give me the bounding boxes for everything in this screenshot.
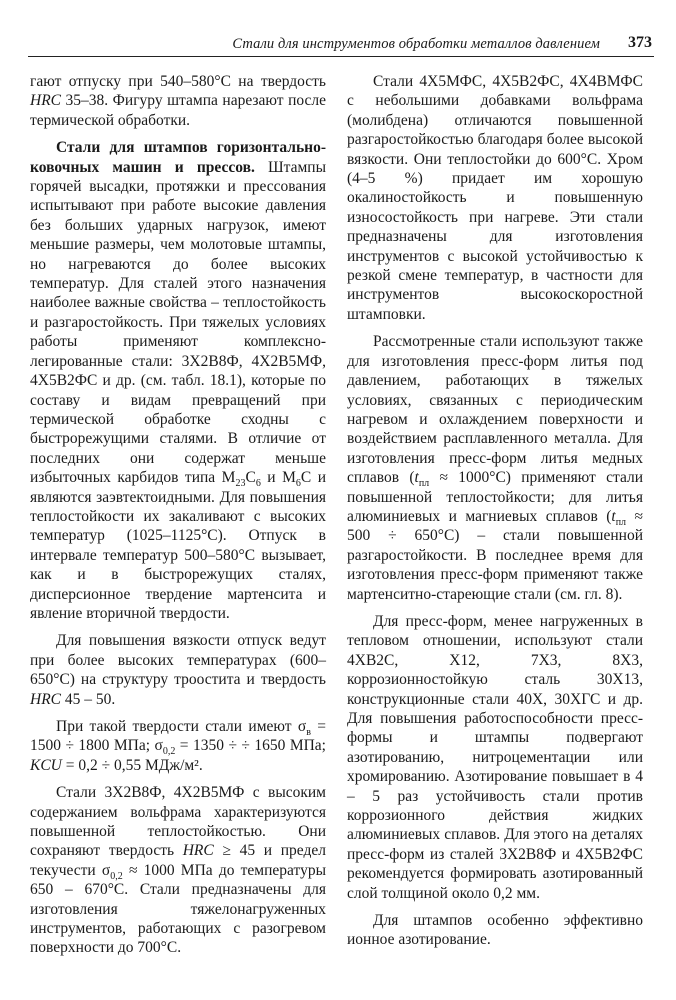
paragraph: Рассмотренные стали используют также для изготовления пресс-форм литья под давлением, работающих в тяжелых условиях, связанных с периодическим нагревом и охлаждением поверхности и воздействием расплавленного металла. Для изготовления пресс-форм литья медных сплавов $(t_{пл} \approx 1000^\circ C)$ применяют стали повышенной теплостойкости; для литья алюминиевых и магниевых сплавов $(t_{пл} \approx 500 \div 650^\circ C)$ – стали повышенной разгаростойкости. В последнее время для изготовления пресс-форм применяют также мартенситно-стареющие стали (см. гл. 8). xyxy=(347,333,643,603)
left-column xyxy=(30,72,326,958)
page-header xyxy=(28,30,654,57)
page-number: 373 xyxy=(628,34,652,51)
section-heading: Стали для штампов горизонтально-ковочных машин и прессов. xyxy=(30,139,326,176)
paragraph: Для пресс-форм, менее нагруженных в тепловом отношении, используют стали 4ХВ2С, Х12, 7Х3, 8Х3, коррозионностойкую сталь 30Х13, конструкционные стали 40Х, 30ХГС и др. Для повышения работоспособности пресс-формы и штампы подвергают азотированию, нитроцементации или хромированию. Азотирование повышает в 4 – 5 раз устойчивость стали против коррозионного действия жидких алюминиевых сплавов. Для этого на деталях пресс-форм из сталей 3Х2В8Ф и 4Х5В2ФС рекомендуется формировать азотированный слой толщиной около 0,2 мм. xyxy=(347,612,643,902)
paragraph: гают отпуску при 540–580°C на твердость HRC 35–38. Фигуру штампа нарезают после термической обработки. xyxy=(30,73,326,129)
paragraph: При такой твердости стали имеют $\sigma_в = 1500 \div 1800$ МПа; $\sigma_{0,2} = 1350$ ÷ ÷ 1650 МПа; KCU = 0,2 ÷ 0,55 МДж/м². xyxy=(30,718,326,774)
running-title: Стали для инструментов обработки металлов давлением xyxy=(232,36,600,52)
paragraph: Для штампов особенно эффективно ионное азотирование. xyxy=(347,912,643,949)
paragraph: Стали 3Х2В8Ф, 4Х2В5МФ с высоким содержанием вольфрама характеризуются повышенной теплостойкостью. Они сохраняют твердость HRC ≥ 45 и предел текучести $\sigma_{0,2} \approx 1000$ МПа до температуры 650 – 670°C. Стали предназначены для изготовления тяжелонагруженных инструментов, работающих с разогревом поверхности до 700°C. xyxy=(30,784,326,957)
paragraph: Стали для штампов горизонтально-ковочных машин и прессов. Штампы горячей высадки, протяжки и прессования испытывают при работе высокие давления без больших ударных нагрузок, имеют меньшие размеры, чем молотовые штампы, но нагреваются до более высоких температур. Для сталей этого назначения наиболее важные свойства – теплостойкость и разгаростойкость. При тяжелых условиях работы применяют комплексно-легированные стали: 3Х2В8Ф, 4Х2В5МФ, 4Х5В2ФС и др. (см. табл. 18.1), которые по составу и видам превращений при термической обработке сходны с быстрорежущими сталями. В отличие от последних они содержат меньше избыточных карбидов типа $М_{23}С_6$ и $М_6С$ и являются заэвтектоидными. Для повышения теплостойкости их закаливают с высоких температур (1025–1125°C). Отпуск в интервале температур 500–580°C вызывает, как и в быстрорежущих сталях, дисперсионное твердение мартенсита и явление вторичной твердости. xyxy=(30,139,327,622)
paragraph: Стали 4Х5МФС, 4Х5В2ФС, 4Х4ВМФС с небольшими добавками вольфрама (молибдена) отличаются повышенной разгаростойкостью благодаря более высокой вязкости. Они теплостойки до 600°C. Хром (4–5 %) придает им хорошую окалиностойкость и повышенную износостойкость при нагреве. Эти стали предназначены для изготовления инструментов с высокой устойчивостью к резкой смене температур, в частности для инструментов высокоскоростной штамповки. xyxy=(347,73,643,323)
right-column xyxy=(347,72,643,950)
paragraph: Для повышения вязкости отпуск ведут при более высоких температурах (600–650°C) на структуру троостита и твердость HRC 45 – 50. xyxy=(30,632,326,708)
